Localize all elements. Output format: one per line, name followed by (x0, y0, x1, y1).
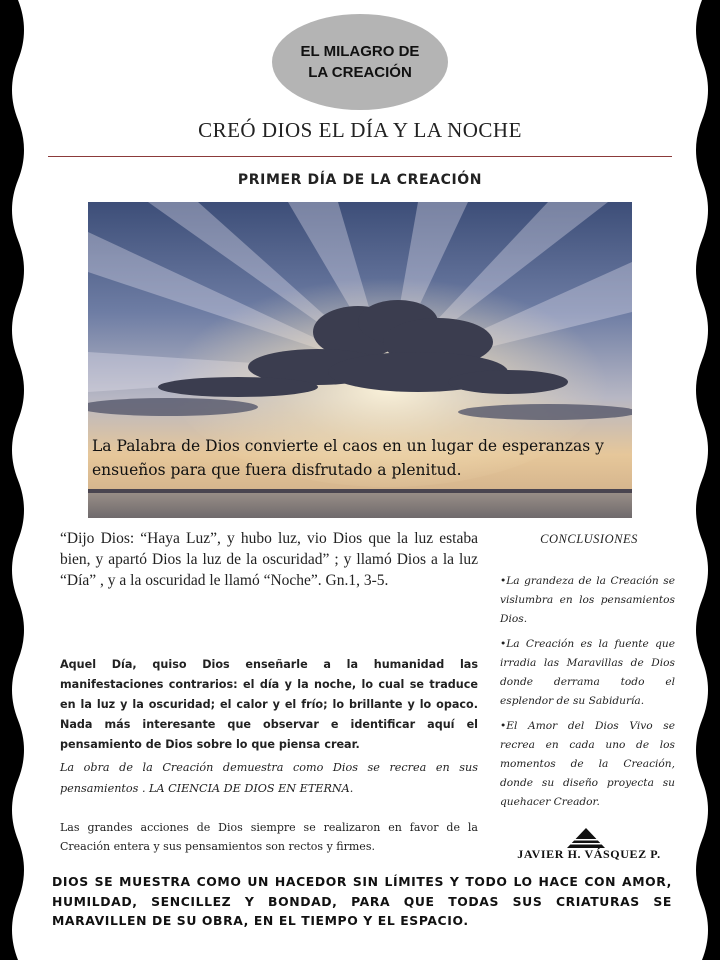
page-subtitle: PRIMER DÍA DE LA CREACIÓN (237, 172, 483, 188)
page-title: CREÓ DIOS EL DÍA Y LA NOCHE (198, 118, 522, 142)
author-name: JAVIER H. VÁSQUEZ P. (517, 847, 661, 861)
body-paragraph: Aquel Día, quiso Dios enseñarle a la humanidad las manifestaciones contrarios: el día y la noche, lo cual se traduce en la luz y la oscuridad; el calor y el frío; lo brillante y lo opaco. Nada más interesante que observar e identificar aquí el pensamiento de Dios sobre lo que piensa crear. (60, 658, 478, 751)
conclusion-item: • El Amor del Dios Vivo se recrea en cada uno de los momentos de la Creación, donde su diseño proyecta su quehacer Creador. (500, 717, 675, 812)
header-line-2: LA CREACIÓN (308, 64, 412, 81)
wavy-border-left (0, 0, 32, 960)
conclusions-list (500, 572, 675, 818)
bottom-note: Las grandes acciones de Dios siempre se realizaron en favor de la Creación entera y sus pensamientos son rectos y firmes. (60, 821, 478, 853)
hero-sky-image (88, 202, 632, 518)
italic-paragraph: La obra de la Creación demuestra como Dios se recrea en sus pensamientos . LA CIENCIA DE DIOS EN ETERNA. (60, 761, 478, 795)
scripture-quote: “Dijo Dios: “Haya Luz”, y hubo luz, vio Dios que la luz estaba bien, y apartó Dios la luz de la oscuridad” ; y llamó Dios a la luz “Día” , y a la oscuridad le llamó “Noche”. Gn.1, 3-5. (60, 530, 478, 589)
conclusion-item: • La Creación es la fuente que irradia las Maravillas de Dios donde derrama todo el esplendor de su Sabiduría. (500, 635, 675, 711)
wavy-border-right (688, 0, 720, 960)
hero-caption: La Palabra de Dios convierte el caos en un lugar de esperanzas y ensueños para que fuera disfrutado a plenitud. (92, 437, 604, 479)
header-ellipse-badge (272, 14, 448, 110)
footer-statement: DIOS SE MUESTRA COMO UN HACEDOR SIN LÍMITES Y TODO LO HACE CON AMOR, HUMILDAD, SENCILLEZ Y BONDAD, PARA QUE TODAS SUS CRIATURAS SE MARAVILLEN DE SU OBRA, EN EL TIEMPO Y EL ESPACIO. (52, 874, 672, 928)
title-divider (48, 156, 672, 157)
conclusions-heading: CONCLUSIONES (540, 532, 638, 546)
header-line-1: EL MILAGRO DE (300, 43, 420, 60)
conclusion-item: • La grandeza de la Creación se vislumbra en los pensamientos Dios. (500, 572, 675, 629)
